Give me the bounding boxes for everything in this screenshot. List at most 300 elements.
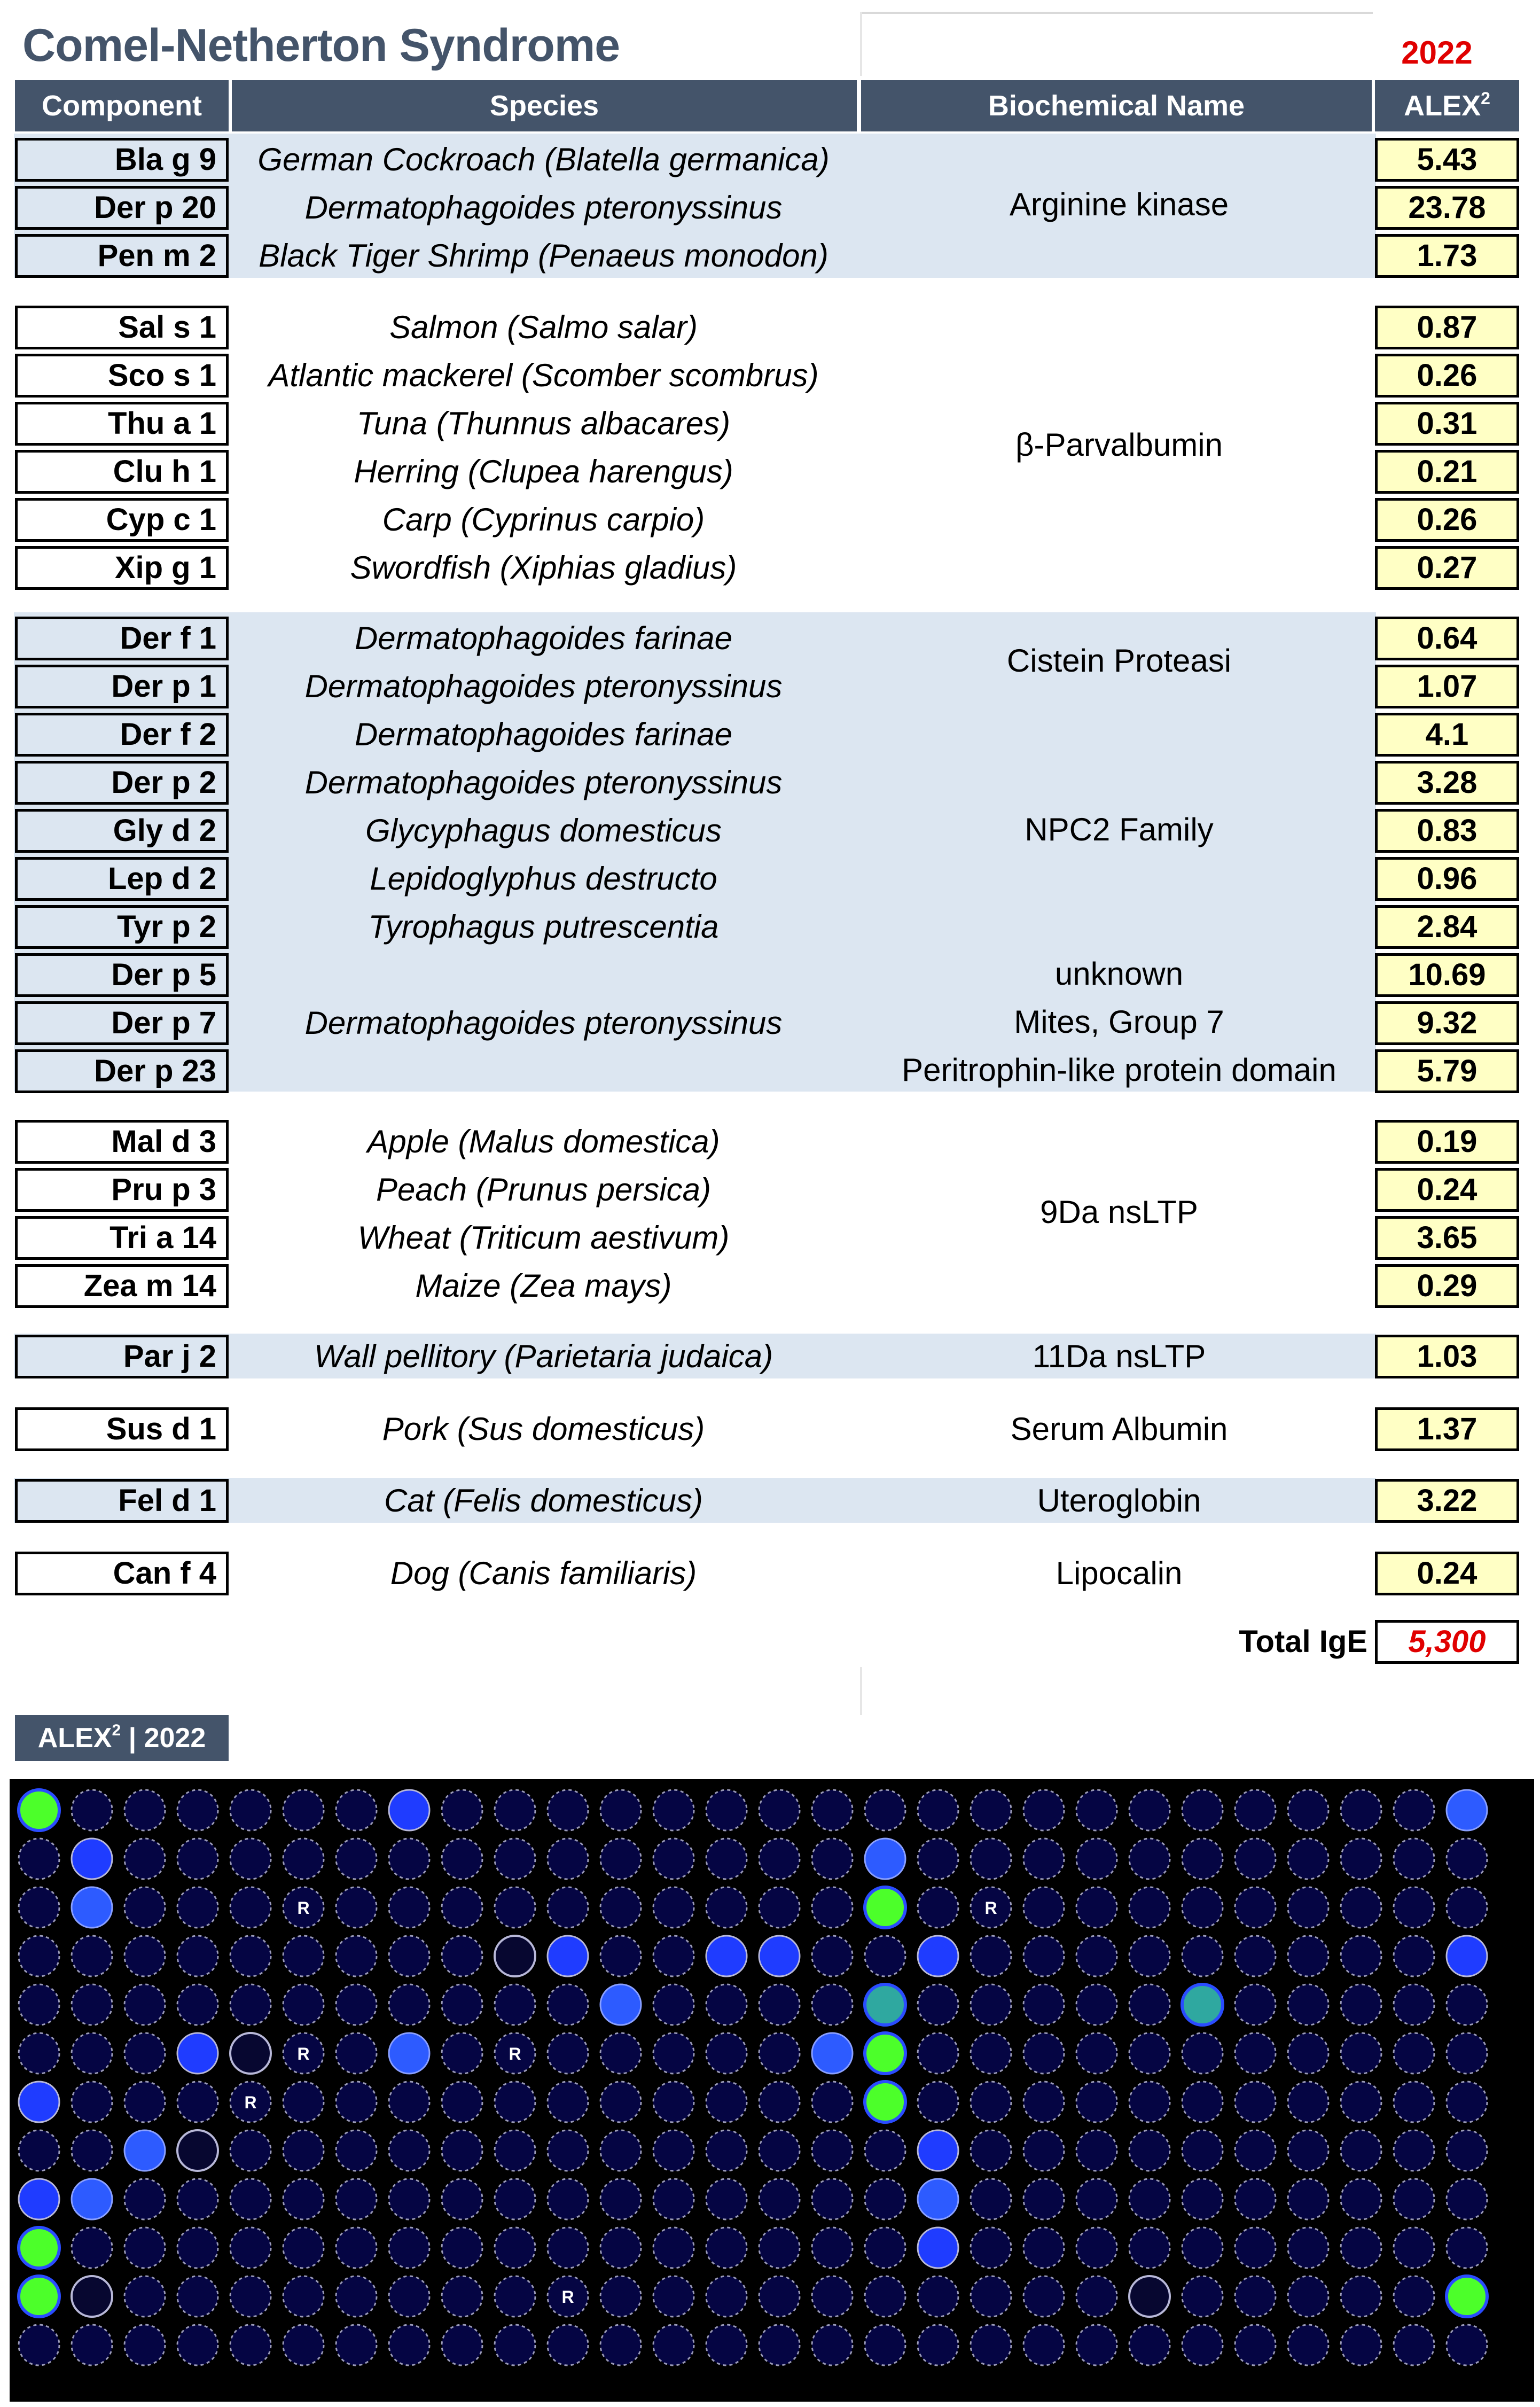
array-spot <box>1394 2179 1434 2219</box>
page-title: Comel-Netherton Syndrome <box>22 20 620 71</box>
array-spot <box>495 1790 535 1830</box>
header-alex-sup: 2 <box>1481 88 1490 108</box>
species-cell: Wheat (Triticum aestivum) <box>357 1220 730 1256</box>
array-spot <box>19 2082 59 2122</box>
array-spot <box>1394 2033 1434 2074</box>
array-spot <box>1341 2130 1381 2171</box>
alex-value-cell: 0.29 <box>1375 1264 1519 1308</box>
array-spot <box>336 2082 377 2122</box>
array-spot <box>653 2130 694 2171</box>
array-spot <box>1076 1790 1117 1830</box>
array-spot <box>72 2325 112 2365</box>
array-spot <box>19 2325 59 2365</box>
array-spot <box>1394 2130 1434 2171</box>
array-spot <box>1023 2033 1064 2074</box>
biochem-lipocalin: Lipocalin <box>1056 1555 1183 1591</box>
array-spot <box>72 2227 112 2268</box>
species-cell: Dermatophagoides pteronyssinus <box>304 765 783 800</box>
array-spot <box>918 1790 958 1830</box>
array-spot <box>812 2082 853 2122</box>
array-spot <box>19 1887 59 1928</box>
alex-value-cell: 4.1 <box>1375 713 1519 757</box>
array-spot <box>1182 1839 1223 1879</box>
array-spot <box>1288 1839 1328 1879</box>
array-spot <box>812 2179 853 2219</box>
header-component-label: Component <box>42 90 202 122</box>
component-cell: Der p 7 <box>15 1001 229 1045</box>
header-biochemical-label: Biochemical Name <box>988 90 1245 122</box>
array-spot <box>442 2033 482 2074</box>
array-spot <box>442 1936 482 1976</box>
alex-value-cell: 0.64 <box>1375 617 1519 660</box>
array-spot <box>1182 1790 1223 1830</box>
array-spot <box>389 2276 429 2317</box>
array-spot <box>548 1887 588 1928</box>
array-spot <box>283 2130 324 2171</box>
alex-value-cell: 0.19 <box>1375 1120 1519 1164</box>
array-spot <box>759 2082 800 2122</box>
array-spot <box>495 1936 535 1976</box>
array-spot <box>865 2082 905 2122</box>
component-cell: Der p 2 <box>15 761 229 805</box>
array-spot <box>19 2033 59 2074</box>
array-spot <box>1235 2227 1276 2268</box>
array-spot <box>706 2033 747 2074</box>
biochem-cistein-proteasi: Cistein Proteasi <box>1006 643 1232 679</box>
alex-value-cell: 5.79 <box>1375 1049 1519 1093</box>
component-cell: Clu h 1 <box>15 450 229 494</box>
species-cell: Swordfish (Xiphias gladius) <box>350 550 737 586</box>
array-spot <box>653 2082 694 2122</box>
array-spot <box>1129 2130 1170 2171</box>
array-spot <box>1235 2276 1276 2317</box>
species-cell <box>230 1049 857 1093</box>
alex-value-cell: 0.96 <box>1375 857 1519 901</box>
header-species <box>232 80 857 131</box>
array-spot <box>1235 2179 1276 2219</box>
array-spot <box>548 2082 588 2122</box>
allergen-array-spots <box>10 1779 1534 2402</box>
array-spot <box>971 1984 1011 2025</box>
array-spot <box>283 2179 324 2219</box>
array-spot <box>389 1839 429 1879</box>
array-spot <box>918 1984 958 2025</box>
reference-spot-label: R <box>297 1898 310 1918</box>
array-spot <box>1129 2033 1170 2074</box>
array-spot <box>1129 2227 1170 2268</box>
array-spot <box>283 1790 324 1830</box>
array-spot <box>124 2227 165 2268</box>
array-spot <box>1182 1936 1223 1976</box>
array-spot <box>72 1790 112 1830</box>
array-spot <box>865 1839 905 1879</box>
array-spot <box>1235 2082 1276 2122</box>
component-cell: Xip g 1 <box>15 546 229 590</box>
array-spot <box>548 2227 588 2268</box>
component-cell: Der p 23 <box>15 1049 229 1093</box>
array-spot <box>124 2276 165 2317</box>
array-spot <box>389 1984 429 2025</box>
array-spot <box>759 1839 800 1879</box>
alex-value-cell: 3.65 <box>1375 1216 1519 1260</box>
alex-value-cell: 9.32 <box>1375 1001 1519 1045</box>
array-spot <box>124 1887 165 1928</box>
header-component <box>15 80 229 131</box>
biochem-npc2-family: NPC2 Family <box>1025 812 1214 847</box>
reference-spot-label: R <box>561 2287 574 2307</box>
array-spot <box>865 2130 905 2171</box>
array-spot <box>283 2227 324 2268</box>
array-spot <box>230 1790 271 1830</box>
array-spot <box>918 1936 958 1976</box>
array-spot <box>918 2276 958 2317</box>
array-spot <box>653 2325 694 2365</box>
component-cell: Bla g 9 <box>15 138 229 182</box>
array-spot <box>812 2325 853 2365</box>
species-cell: Tuna (Thunnus albacares) <box>356 406 731 441</box>
array-spot <box>918 2130 958 2171</box>
array-spot <box>759 2227 800 2268</box>
section-vertical-divider <box>860 1667 862 1715</box>
array-spot <box>124 2325 165 2365</box>
array-spot <box>600 1936 641 1976</box>
array-spot <box>706 1936 747 1976</box>
array-spot <box>389 2179 429 2219</box>
array-spot <box>336 2130 377 2171</box>
array-spot <box>1394 1887 1434 1928</box>
array-spot <box>1182 2325 1223 2365</box>
alex-value-cell: 0.26 <box>1375 498 1519 542</box>
array-spot <box>495 2130 535 2171</box>
array-spot <box>759 2033 800 2074</box>
array-spot <box>1076 1839 1117 1879</box>
component-cell: Cyp c 1 <box>15 498 229 542</box>
array-spot <box>1341 1790 1381 1830</box>
array-spot <box>230 1936 271 1976</box>
alex-value-cell: 3.28 <box>1375 761 1519 805</box>
alex-value-cell: 10.69 <box>1375 953 1519 997</box>
array-spot <box>706 1790 747 1830</box>
array-spot <box>653 1790 694 1830</box>
array-spot <box>1288 2130 1328 2171</box>
array-spot <box>971 1936 1011 1976</box>
array-spot <box>812 1839 853 1879</box>
array-spot <box>706 2082 747 2122</box>
array-spot <box>812 2276 853 2317</box>
array-spot <box>177 1790 218 1830</box>
array-spot <box>283 1984 324 2025</box>
title-divider <box>860 12 1373 14</box>
species-cell: Tyrophagus putrescentia <box>368 909 719 945</box>
component-cell: Der f 2 <box>15 713 229 757</box>
array-spot <box>495 2325 535 2365</box>
array-spot <box>971 2179 1011 2219</box>
array-spot <box>971 1839 1011 1879</box>
array-spot <box>19 1984 59 2025</box>
array-spot <box>1288 1887 1328 1928</box>
array-spot <box>1023 2227 1064 2268</box>
array-spot <box>1394 2082 1434 2122</box>
array-spot <box>706 1984 747 2025</box>
array-spot <box>971 2082 1011 2122</box>
array-spot <box>1129 1887 1170 1928</box>
array-tag <box>15 1715 229 1761</box>
array-spot <box>759 1790 800 1830</box>
array-tag-sup: 2 <box>112 1721 121 1739</box>
array-spot <box>19 1839 59 1879</box>
array-spot <box>548 2179 588 2219</box>
header-biochemical <box>861 80 1372 131</box>
array-spot <box>865 2227 905 2268</box>
array-spot <box>1447 2227 1487 2268</box>
array-spot <box>759 1936 800 1976</box>
total-ige-value: 5,300 <box>1375 1620 1519 1664</box>
array-spot <box>1023 2082 1064 2122</box>
array-spot <box>918 2325 958 2365</box>
array-spot <box>336 1936 377 1976</box>
array-spot <box>1447 1936 1487 1976</box>
array-spot <box>336 1839 377 1879</box>
species-cell: Peach (Prunus persica) <box>376 1172 711 1208</box>
array-spot <box>1182 2179 1223 2219</box>
species-cell: Cat (Felis domesticus) <box>384 1483 703 1518</box>
array-spot <box>653 1839 694 1879</box>
array-spot <box>1076 2033 1117 2074</box>
array-spot <box>1394 2276 1434 2317</box>
array-spot <box>1341 2276 1381 2317</box>
array-spot <box>283 1839 324 1879</box>
array-spot <box>1235 2130 1276 2171</box>
array-spot <box>177 1984 218 2025</box>
species-cell: Carp (Cyprinus carpio) <box>382 502 705 538</box>
array-spot <box>1076 1984 1117 2025</box>
array-spot <box>1182 2033 1223 2074</box>
array-spot <box>1341 1839 1381 1879</box>
array-spot <box>706 2276 747 2317</box>
array-spot <box>1182 2082 1223 2122</box>
species-cell: Dog (Canis familiaris) <box>390 1555 697 1591</box>
array-spot <box>1288 2276 1328 2317</box>
array-spot <box>865 1887 905 1928</box>
array-spot <box>124 1984 165 2025</box>
alex-value-cell: 1.37 <box>1375 1407 1519 1451</box>
array-spot <box>548 1936 588 1976</box>
species-cell: Pork (Sus domesticus) <box>382 1411 705 1447</box>
array-spot <box>1394 1790 1434 1830</box>
array-spot <box>1023 2179 1064 2219</box>
alex-value-cell: 0.24 <box>1375 1168 1519 1212</box>
species-cell: Wall pellitory (Parietaria judaica) <box>314 1338 773 1374</box>
array-spot <box>600 1887 641 1928</box>
array-spot <box>1341 1984 1381 2025</box>
array-spot <box>1235 1839 1276 1879</box>
array-spot <box>389 2325 429 2365</box>
array-spot <box>1447 1984 1487 2025</box>
biochem-arginine-kinase: Arginine kinase <box>1009 186 1229 222</box>
array-spot <box>759 2276 800 2317</box>
array-spot <box>759 1984 800 2025</box>
reference-spot-label: R <box>509 2044 521 2063</box>
array-spot <box>19 2227 59 2268</box>
array-spot <box>389 1790 429 1830</box>
array-spot <box>1447 2033 1487 2074</box>
array-spot <box>1341 2033 1381 2074</box>
array-spot <box>1129 1984 1170 2025</box>
array-spot <box>1341 2179 1381 2219</box>
biochem-peritrophin: Peritrophin-like protein domain <box>902 1052 1336 1088</box>
species-cell: Glycyphagus domesticus <box>365 813 722 848</box>
array-spot <box>865 2033 905 2074</box>
component-cell: Gly d 2 <box>15 809 229 853</box>
array-spot <box>230 2276 271 2317</box>
array-spot <box>1182 2276 1223 2317</box>
array-spot <box>1076 2082 1117 2122</box>
array-spot <box>1129 1839 1170 1879</box>
array-spot <box>495 1887 535 1928</box>
array-spot <box>1447 2276 1487 2317</box>
array-spot <box>442 2179 482 2219</box>
array-spot <box>653 2227 694 2268</box>
array-spot <box>283 2276 324 2317</box>
component-cell: Par j 2 <box>15 1335 229 1378</box>
array-spot <box>230 1887 271 1928</box>
array-spot <box>230 1839 271 1879</box>
species-cell: Apple (Malus domestica) <box>367 1124 720 1159</box>
array-spot <box>759 1887 800 1928</box>
array-spot <box>336 2179 377 2219</box>
species-cell: Black Tiger Shrimp (Penaeus monodon) <box>259 238 828 274</box>
array-spot <box>1394 1936 1434 1976</box>
array-spot <box>600 2179 641 2219</box>
array-spot <box>442 1839 482 1879</box>
array-spot <box>600 2033 641 2074</box>
species-cell: Dermatophagoides pteronyssinus <box>304 190 783 225</box>
species-cell <box>230 953 857 997</box>
component-cell: Der p 1 <box>15 665 229 708</box>
biochem-unknown: unknown <box>1054 956 1184 992</box>
component-cell: Can f 4 <box>15 1552 229 1595</box>
alex-value-cell: 0.83 <box>1375 809 1519 853</box>
array-spot <box>336 2227 377 2268</box>
component-cell: Pru p 3 <box>15 1168 229 1212</box>
array-spot <box>19 1790 59 1830</box>
alex-value-cell: 2.84 <box>1375 905 1519 949</box>
array-spot <box>1447 1887 1487 1928</box>
array-spot <box>653 1984 694 2025</box>
component-cell: Thu a 1 <box>15 402 229 446</box>
array-spot <box>72 1839 112 1879</box>
species-cell: Dermatophagoides pteronyssinus <box>304 668 783 704</box>
array-spot <box>1023 2276 1064 2317</box>
component-cell: Sco s 1 <box>15 354 229 398</box>
array-spot <box>1394 2325 1434 2365</box>
array-spot <box>1447 2179 1487 2219</box>
reference-spot-label: R <box>297 2044 310 2063</box>
array-spot <box>230 2227 271 2268</box>
array-spot <box>177 2033 218 2074</box>
component-cell: Der p 5 <box>15 953 229 997</box>
array-spot <box>1447 2130 1487 2171</box>
array-spot <box>442 1887 482 1928</box>
array-spot <box>971 1790 1011 1830</box>
alex-value-cell: 0.27 <box>1375 546 1519 590</box>
array-spot <box>706 2325 747 2365</box>
array-spot <box>1076 2179 1117 2219</box>
array-spot <box>72 1887 112 1928</box>
array-spot <box>72 1984 112 2025</box>
species-cell: Salmon (Salmo salar) <box>389 309 698 345</box>
array-spot <box>706 1887 747 1928</box>
array-spot <box>442 2276 482 2317</box>
array-spot <box>1023 1936 1064 1976</box>
alex-value-cell: 23.78 <box>1375 186 1519 230</box>
array-spot <box>1341 2227 1381 2268</box>
array-spot <box>600 2130 641 2171</box>
array-spot <box>336 1790 377 1830</box>
array-spot <box>124 2082 165 2122</box>
array-spot <box>548 1790 588 1830</box>
array-spot <box>72 1936 112 1976</box>
array-spot <box>1076 2276 1117 2317</box>
array-spot <box>336 2325 377 2365</box>
array-spot <box>389 2130 429 2171</box>
biochem-9da-nsltp: 9Da nsLTP <box>1040 1194 1198 1230</box>
array-spot <box>918 1839 958 1879</box>
title-vertical-divider <box>860 12 862 76</box>
array-spot <box>548 2033 588 2074</box>
array-spot <box>1023 1790 1064 1830</box>
array-spot <box>865 2179 905 2219</box>
array-spot <box>336 2276 377 2317</box>
array-spot <box>177 1887 218 1928</box>
array-spot <box>865 2276 905 2317</box>
array-spot <box>865 1984 905 2025</box>
array-spot <box>812 1887 853 1928</box>
array-spot <box>759 2130 800 2171</box>
array-spot <box>336 1984 377 2025</box>
array-spot <box>600 2227 641 2268</box>
array-spot <box>336 1887 377 1928</box>
array-spot <box>706 1839 747 1879</box>
array-spot <box>124 1936 165 1976</box>
array-spot <box>283 2082 324 2122</box>
array-spot <box>442 1790 482 1830</box>
reference-spot-label: R <box>984 1898 997 1918</box>
array-spot <box>971 2130 1011 2171</box>
array-spot <box>177 2325 218 2365</box>
species-cell: German Cockroach (Blatella germanica) <box>257 142 830 177</box>
array-spot <box>19 2276 59 2317</box>
alex-value-cell: 1.03 <box>1375 1335 1519 1378</box>
array-spot <box>706 2227 747 2268</box>
array-spot <box>1288 2033 1328 2074</box>
reference-spot-label: R <box>244 2093 257 2112</box>
array-spot <box>124 2033 165 2074</box>
array-spot <box>19 1936 59 1976</box>
array-spot <box>72 2276 112 2317</box>
header-species-label: Species <box>489 90 599 122</box>
total-ige-label: Total IgE <box>1239 1624 1367 1659</box>
array-spot <box>72 2179 112 2219</box>
array-spot <box>1288 2179 1328 2219</box>
array-spot <box>600 1839 641 1879</box>
array-spot <box>1235 2325 1276 2365</box>
array-spot <box>72 2130 112 2171</box>
array-spot <box>918 2033 958 2074</box>
array-spot <box>230 2179 271 2219</box>
array-spot <box>812 1790 853 1830</box>
array-spot <box>653 2179 694 2219</box>
